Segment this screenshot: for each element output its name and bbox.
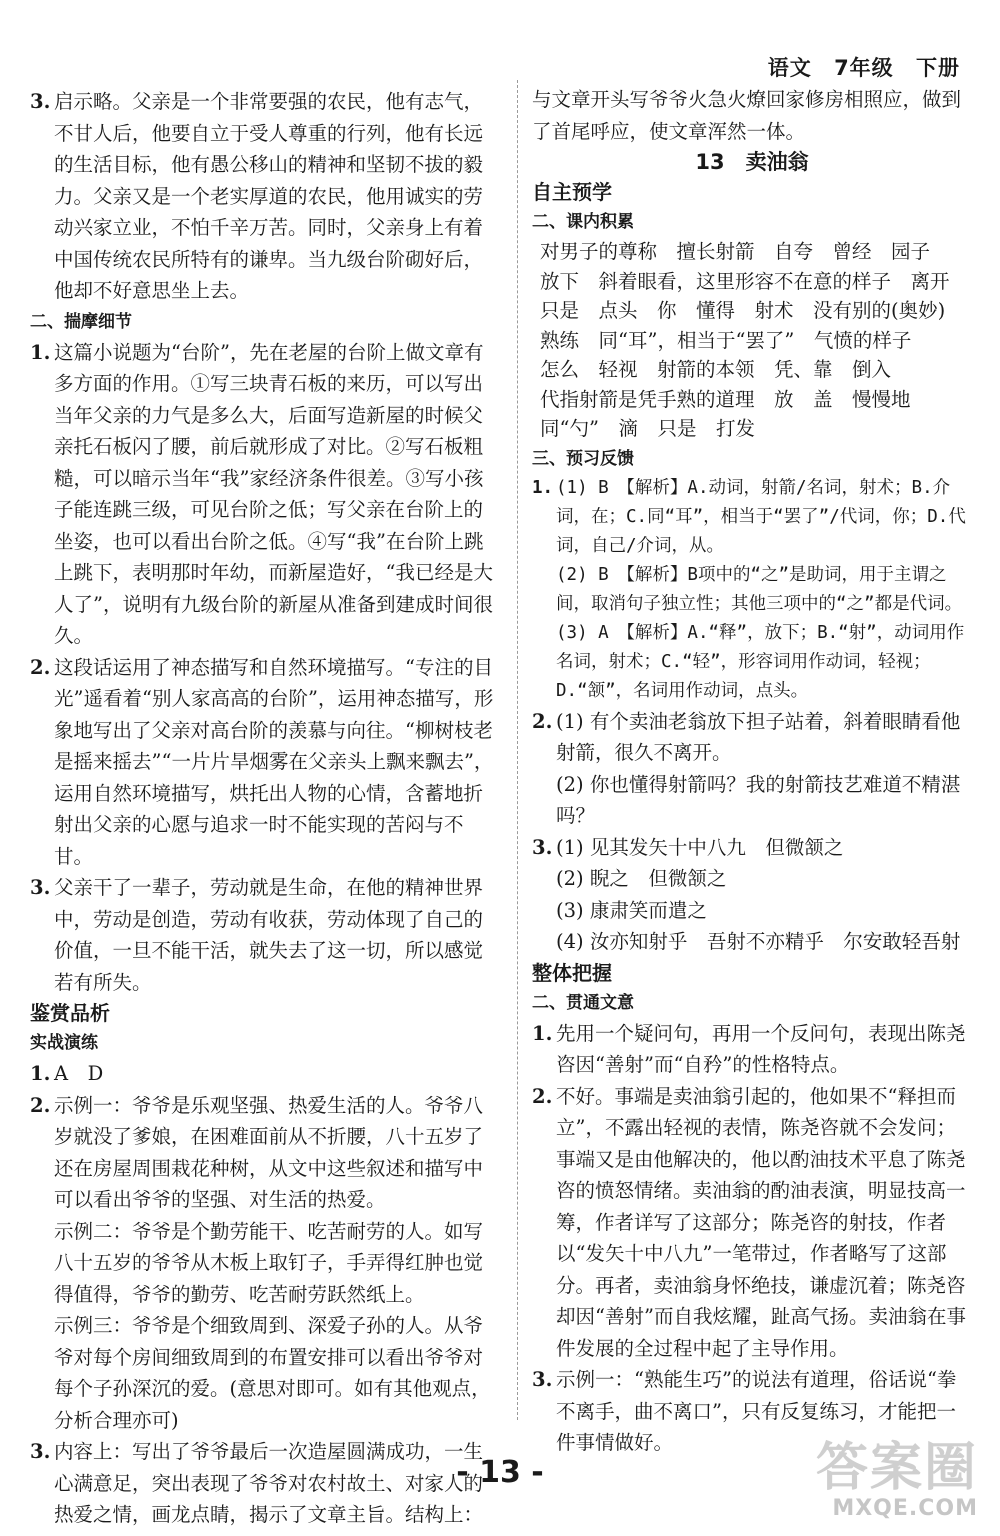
item-number: 1. — [30, 340, 51, 364]
left-column — [30, 86, 502, 1531]
item-number: 1. — [532, 477, 554, 498]
item-text: 内容上：写出了爷爷最后一次造屋圆满成功，一生心满意足，突出表现了爷爷对农村故土、对家人的热爱之情，画龙点睛，揭示了文章主旨。结构上： — [54, 1440, 484, 1526]
answer-item — [30, 872, 502, 998]
answer-item — [30, 337, 502, 652]
sub-answer: (4) 汝亦知射乎 吾射不亦精乎 尔安敢轻吾射 — [556, 930, 961, 953]
item-number: 3. — [532, 835, 553, 859]
item-number: 3. — [532, 1368, 553, 1391]
item-number: 1. — [30, 1062, 51, 1085]
answer-item — [30, 652, 502, 873]
item-text: A D — [54, 1062, 104, 1085]
answer-item — [532, 1081, 972, 1365]
translation-answers — [532, 706, 972, 958]
page-header — [754, 52, 960, 82]
item-text: 启示略。父亲是一个非常要强的农民，他有志气，不甘人后，他要自立于受人尊重的行列，他有长远的生活目标，他有愚公移山的精神和坚韧不拔的毅力。父亲又是一个老实厚道的农民，他用诚实的劳动兴家立业，不怕千辛万苦。同时，父亲身上有着中国传统农民所特有的谦卑。当九级台阶砌好后，他却不好意思坐上去。 — [54, 90, 484, 302]
item-text: 示例一：“熟能生巧”的说法有道理，俗话说“拳不离手，曲不离口”，只有反复练习，才能把一件事情做好。 — [556, 1368, 957, 1454]
section-heading: 自主预学 — [532, 180, 612, 204]
item-number: 1. — [532, 1021, 553, 1045]
section-heading: 整体把握 — [532, 960, 612, 985]
answer-item — [532, 706, 972, 832]
vocab-line: 怎么 轻视 射箭的本领 凭、靠 倒入 — [540, 358, 892, 381]
item-number: 2. — [30, 655, 51, 679]
vocab-list — [532, 237, 972, 444]
answer-item — [30, 1090, 502, 1437]
header-grade: 7年级 — [834, 56, 894, 80]
sub-answer: (1) 见其发矢十中八九 但微颔之 — [556, 835, 844, 859]
sub-answer: (3) 康肃笑而遣之 — [556, 898, 707, 922]
answer-item — [30, 1058, 502, 1090]
item-number: 3. — [30, 876, 51, 899]
header-subject: 语文 — [767, 56, 812, 80]
vocab-line: 对男子的尊称 擅长射箭 自夸 曾经 园子 — [540, 240, 931, 263]
right-column-continuation — [532, 84, 972, 147]
item-number: 2. — [532, 709, 553, 733]
vocab-line: 放下 斜着眼看，这里形容不在意的样子 离开 — [540, 269, 950, 293]
item-number: 3. — [30, 90, 51, 113]
right-column — [532, 147, 972, 1459]
answer-item — [30, 86, 502, 307]
vocab-line: 代指射箭是凭手熟的道理 放 盖 慢慢地 — [540, 387, 911, 411]
answer-item — [532, 474, 972, 706]
section-heading: 二、揣摩细节 — [30, 311, 132, 332]
sub-answer: (3) A 【解析】A.“释”，放下；B.“射”，动词用作名词，射术；C.“轻”，形容词用作动词，轻视；D.“颔”，名词用作动词，点头。 — [556, 622, 965, 701]
item-text: 先用一个疑问句，再用一个反问句，表现出陈尧咨因“善射”而“自矜”的性格特点。 — [556, 1021, 966, 1076]
item-text: 这段话运用了神态描写和自然环境描写。“专注的目光”遥看着“别人家高高的台阶”，运用神态描写，形象地写出了父亲对高台阶的羡慕与向往。“柳树枝老是摇来摇去”“一片片旱烟雾在父亲头上飘来飘去”，运用自然环境描写，烘托出人物的心情，含蓄地折射出父亲的心愿与追求一时不能实现的苦闷与不甘。 — [54, 655, 494, 868]
sub-answer: (2) 你也懂得射箭吗？我的射箭技艺难道不精湛吗？ — [556, 772, 961, 827]
vocab-line: 熟练 同“耳”，相当于“罢了” 气愤的样子 — [540, 328, 912, 352]
lesson-title: 13 卖油翁 — [695, 150, 809, 174]
item-number: 2. — [30, 1093, 51, 1117]
sub-answer: (2) 睨之 但微颔之 — [556, 867, 727, 890]
subsection-heading: 三、预习反馈 — [532, 448, 634, 469]
vocab-line: 只是 点头 你 懂得 射术 没有别的(奥妙) — [540, 299, 946, 322]
example-three: 示例三：爷爷是个细致周到、深爱子孙的人。从爷爷对每个房间细致周到的布置安排可以看出爷爷对每个子孙深沉的爱。(意思对即可。如有其他观点，分析合理亦可) — [54, 1314, 491, 1432]
answer-item — [532, 832, 972, 958]
column-divider — [517, 80, 518, 1420]
watermark-logo — [768, 1440, 978, 1522]
sub-answer: (1) 有个卖油老翁放下担子站着，斜着眼睛看他射箭，很久不离开。 — [556, 709, 961, 764]
watermark-logo-text: 答案圈 — [815, 1438, 978, 1498]
watermark-url: MXQE.COM — [832, 1496, 978, 1521]
item-number: 3. — [30, 1440, 51, 1463]
section-heading: 鉴赏品析 — [30, 1001, 110, 1025]
sub-answer: (2) B 【解析】B项中的“之”是助词，用于主谓之间，取消句子独立性；其他三项中的“之”都是代词。 — [556, 564, 963, 614]
subsection-heading: 实战演练 — [30, 1033, 98, 1053]
example-one: 示例一：爷爷是乐观坚强、热爱生活的人。爷爷八岁就没了爹娘，在困难面前从不折腰，八十五岁了还在房屋周围栽花种树，从文中这些叙述和描写中可以看出爷爷的坚强、对生活的热爱。 — [54, 1093, 484, 1211]
item-number: 2. — [532, 1084, 553, 1108]
item-text: 父亲干了一辈子，劳动就是生命，在他的精神世界中，劳动是创造，劳动有收获，劳动体现了自己的价值，一旦不能干活，就失去了这一切，所以感觉若有所失。 — [54, 876, 484, 994]
header-volume: 下册 — [916, 56, 960, 80]
preview-feedback — [532, 474, 972, 706]
subsection-heading: 二、贯通文意 — [532, 992, 634, 1013]
overall-answers — [532, 1018, 972, 1459]
page-number: - 13 - — [456, 1455, 544, 1490]
example-two: 示例二：爷爷是个勤劳能干、吃苦耐劳的人。如写八十五岁的爷爷从木板上取钉子，手弄得红肿也觉得值得，爷爷的勤劳、吃苦耐劳跃然纸上。 — [54, 1219, 484, 1306]
vocab-line: 同“勺” 滴 只是 打发 — [540, 417, 755, 440]
item-text: 不好。事端是卖油翁引起的，他如果不“释担而立”，不露出轻视的表情，陈尧咨就不会发问；事端又是由他解决的，他以酌油技术平息了陈尧咨的愤怒情绪。卖油翁的酌油表演，明显技高一筹，作者详写了这部分；陈尧咨的射技，作者以“发矢十中八九”一笔带过，作者略写了这部分。再者，卖油翁身怀绝技，谦虚沉着；陈尧咨却因“善射”而自我炫耀，趾高气扬。卖油翁在事件发展的全过程中起了主导作用。 — [556, 1084, 966, 1360]
sub-answer: (1) B 【解析】A.动词，射箭/名词，射术；B.介词，在；C.同“耳”，相当于“罢了”/代词，你；D.代词，自己/介词，从。 — [556, 477, 966, 556]
continued-text: 与文章开头写爷爷火急火燎回家修房相照应，做到了首尾呼应，使文章浑然一体。 — [532, 88, 962, 143]
subsection-heading: 二、课内积累 — [532, 212, 634, 232]
answer-item — [532, 1018, 972, 1081]
item-text: 这篇小说题为“台阶”，先在老屋的台阶上做文章有多方面的作用。①写三块青石板的来历，可以写出当年父亲的力气是多么大，后面写造新屋的时候父亲托石板闪了腰，前后就形成了对比。②写石板粗糙，可以暗示当年“我”家经济条件很差。③写小孩子能连跳三级，可见台阶之低；写父亲在台阶上的坐姿，也可以看出台阶之低。④写“我”在台阶上跳上跳下，表明那时年幼，而新屋造好，“我已经是大人了”，说明有九级台阶的新屋从准备到建成时间很久。 — [54, 340, 493, 647]
